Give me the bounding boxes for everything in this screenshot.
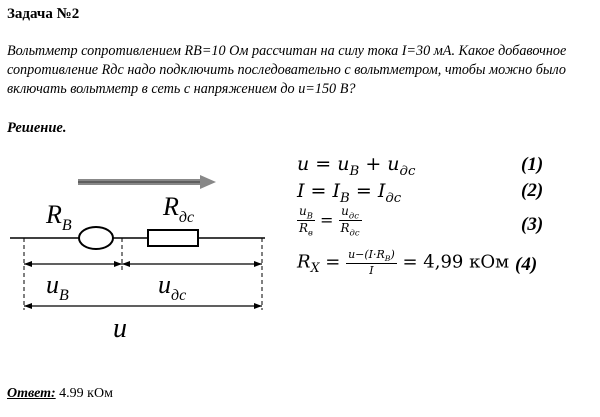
solution-label: Решение.	[7, 120, 67, 136]
label-uds: $u_{дс}$	[158, 270, 187, 304]
equation-2-number: (2)	[521, 180, 544, 201]
task-title: Задача №2	[7, 6, 80, 22]
problem-statement	[7, 42, 595, 99]
label-uv: $u_B$	[46, 270, 69, 304]
fraction-uv-rv: $\frac{u_В}{R_в}$	[299, 204, 313, 238]
equation-4: $R_X$ = $\frac{u-(I\cdot R_В)}{I}$ = 4,99 кОм	[297, 248, 510, 278]
fraction-uds-rds: $\frac{u_{дс}}{R_{дс}}$	[340, 204, 360, 238]
label-rds: $R_{дс}$	[163, 192, 195, 226]
equation-2: $I = I_В = I_{дс}$	[297, 180, 402, 206]
label-u: u	[113, 313, 127, 344]
equation-3-number: (3)	[521, 214, 544, 235]
equation-3: $\frac{u_В}{R_в}$ = $\frac{u_{дс}}{R_{дс}}$	[299, 204, 360, 238]
current-arrow	[78, 175, 216, 189]
answer-value: 4.99 кОм	[55, 386, 113, 401]
circuit-diagram	[0, 160, 270, 350]
label-rv: $R_B$	[46, 200, 72, 234]
equation-4-number: (4)	[515, 254, 538, 275]
answer	[7, 386, 113, 402]
resistor-symbol	[148, 230, 198, 246]
equation-1: $u = u_В + u_{дс}$	[297, 153, 416, 179]
fraction-rx: $\frac{u-(I\cdot R_В)}{I}$	[348, 248, 395, 278]
problem-text: Вольтметр сопротивлением RB=10 Ом рассчитан на силу тока I=30 мА. Какое добавочное сопротивление Rдс надо подключить последовательно с вольтметром, чтобы можно было включать вольтметр в сеть с напряжением до u=150 В?	[7, 43, 567, 97]
equation-1-number: (1)	[521, 154, 544, 175]
voltmeter-symbol	[79, 227, 113, 249]
answer-label: Ответ:	[7, 386, 56, 401]
